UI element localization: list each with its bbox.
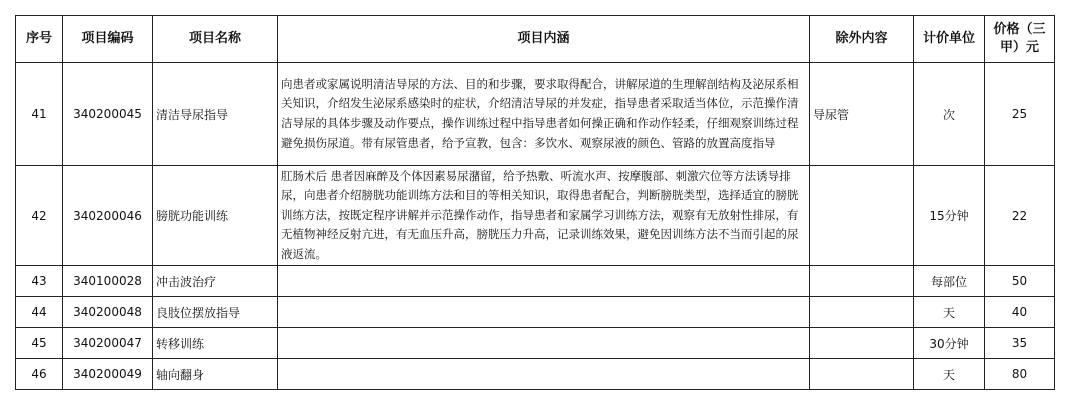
table-row bbox=[16, 328, 1055, 359]
cell-code: 340200049 bbox=[63, 359, 153, 390]
cell-excluded bbox=[810, 328, 914, 359]
cell-price: 25 bbox=[985, 63, 1055, 166]
cell-unit: 天 bbox=[914, 359, 985, 390]
cell-unit: 30分钟 bbox=[914, 328, 985, 359]
cell-price: 35 bbox=[985, 328, 1055, 359]
header-excluded: 除外内容 bbox=[810, 16, 914, 63]
cell-price: 80 bbox=[985, 359, 1055, 390]
cell-content bbox=[278, 359, 810, 390]
table-row bbox=[16, 297, 1055, 328]
cell-seq: 42 bbox=[16, 166, 63, 266]
table-row bbox=[16, 359, 1055, 390]
cell-excluded bbox=[810, 297, 914, 328]
cell-seq: 45 bbox=[16, 328, 63, 359]
cell-code: 340100028 bbox=[63, 266, 153, 297]
cell-unit: 天 bbox=[914, 297, 985, 328]
cell-unit: 次 bbox=[914, 63, 985, 166]
header-code: 项目编码 bbox=[63, 16, 153, 63]
cell-name: 清洁导尿指导 bbox=[153, 63, 278, 166]
cell-code: 340200048 bbox=[63, 297, 153, 328]
cell-seq: 43 bbox=[16, 266, 63, 297]
cell-content: 肛肠术后 患者因麻醉及个体因素易尿潴留，给予热敷、听流水声、按摩腹部、刺激穴位等方法诱导排尿，向患者介绍膀胱功能训练方法和目的等相关知识，取得患者配合，判断膀胱类型，选择适宜的膀胱训练方法，按既定程序讲解并示范操作动作，指导患者和家属学习训练方法，观察有无放射性排尿，有无植物神经反射亢进，有无血压升高，膀胱压力升高，记录训练效果，避免因训练方法不当而引起的尿液返流。 bbox=[278, 166, 810, 266]
cell-content bbox=[278, 266, 810, 297]
cell-seq: 41 bbox=[16, 63, 63, 166]
cell-content: 向患者或家属说明清洁导尿的方法、目的和步骤，要求取得配合，讲解尿道的生理解剖结构及泌尿系相关知识，介绍发生泌尿系感染时的症状，介绍清洁导尿的并发症，指导患者采取适当体位，示范操作清洁导尿的具体步骤及动作要点，操作训练过程中指导患者如何操正确和作动作轻柔，仔细观察训练过程避免损伤尿道。带有尿管患者，给予宣教，包含：多饮水、观察尿液的颜色、管路的放置高度指导 bbox=[278, 63, 810, 166]
cell-name: 冲击波治疗 bbox=[153, 266, 278, 297]
cell-price: 50 bbox=[985, 266, 1055, 297]
cell-name: 良肢位摆放指导 bbox=[153, 297, 278, 328]
cell-name: 转移训练 bbox=[153, 328, 278, 359]
header-unit: 计价单位 bbox=[914, 16, 985, 63]
cell-unit: 15分钟 bbox=[914, 166, 985, 266]
cell-excluded bbox=[810, 359, 914, 390]
cell-excluded: 导尿管 bbox=[810, 63, 914, 166]
cell-content bbox=[278, 328, 810, 359]
cell-unit: 每部位 bbox=[914, 266, 985, 297]
header-price: 价格（三甲）元 bbox=[985, 16, 1055, 63]
cell-code: 340200045 bbox=[63, 63, 153, 166]
cell-code: 340200046 bbox=[63, 166, 153, 266]
fee-table bbox=[15, 15, 1055, 390]
cell-seq: 44 bbox=[16, 297, 63, 328]
cell-seq: 46 bbox=[16, 359, 63, 390]
header-content: 项目内涵 bbox=[278, 16, 810, 63]
table-row bbox=[16, 63, 1055, 166]
table-row bbox=[16, 166, 1055, 266]
cell-name: 膀胱功能训练 bbox=[153, 166, 278, 266]
cell-code: 340200047 bbox=[63, 328, 153, 359]
cell-name: 轴向翻身 bbox=[153, 359, 278, 390]
cell-excluded bbox=[810, 166, 914, 266]
header-name: 项目名称 bbox=[153, 16, 278, 63]
header-row bbox=[16, 16, 1055, 63]
cell-price: 22 bbox=[985, 166, 1055, 266]
header-seq: 序号 bbox=[16, 16, 63, 63]
cell-content bbox=[278, 297, 810, 328]
cell-price: 40 bbox=[985, 297, 1055, 328]
table-row bbox=[16, 266, 1055, 297]
cell-excluded bbox=[810, 266, 914, 297]
